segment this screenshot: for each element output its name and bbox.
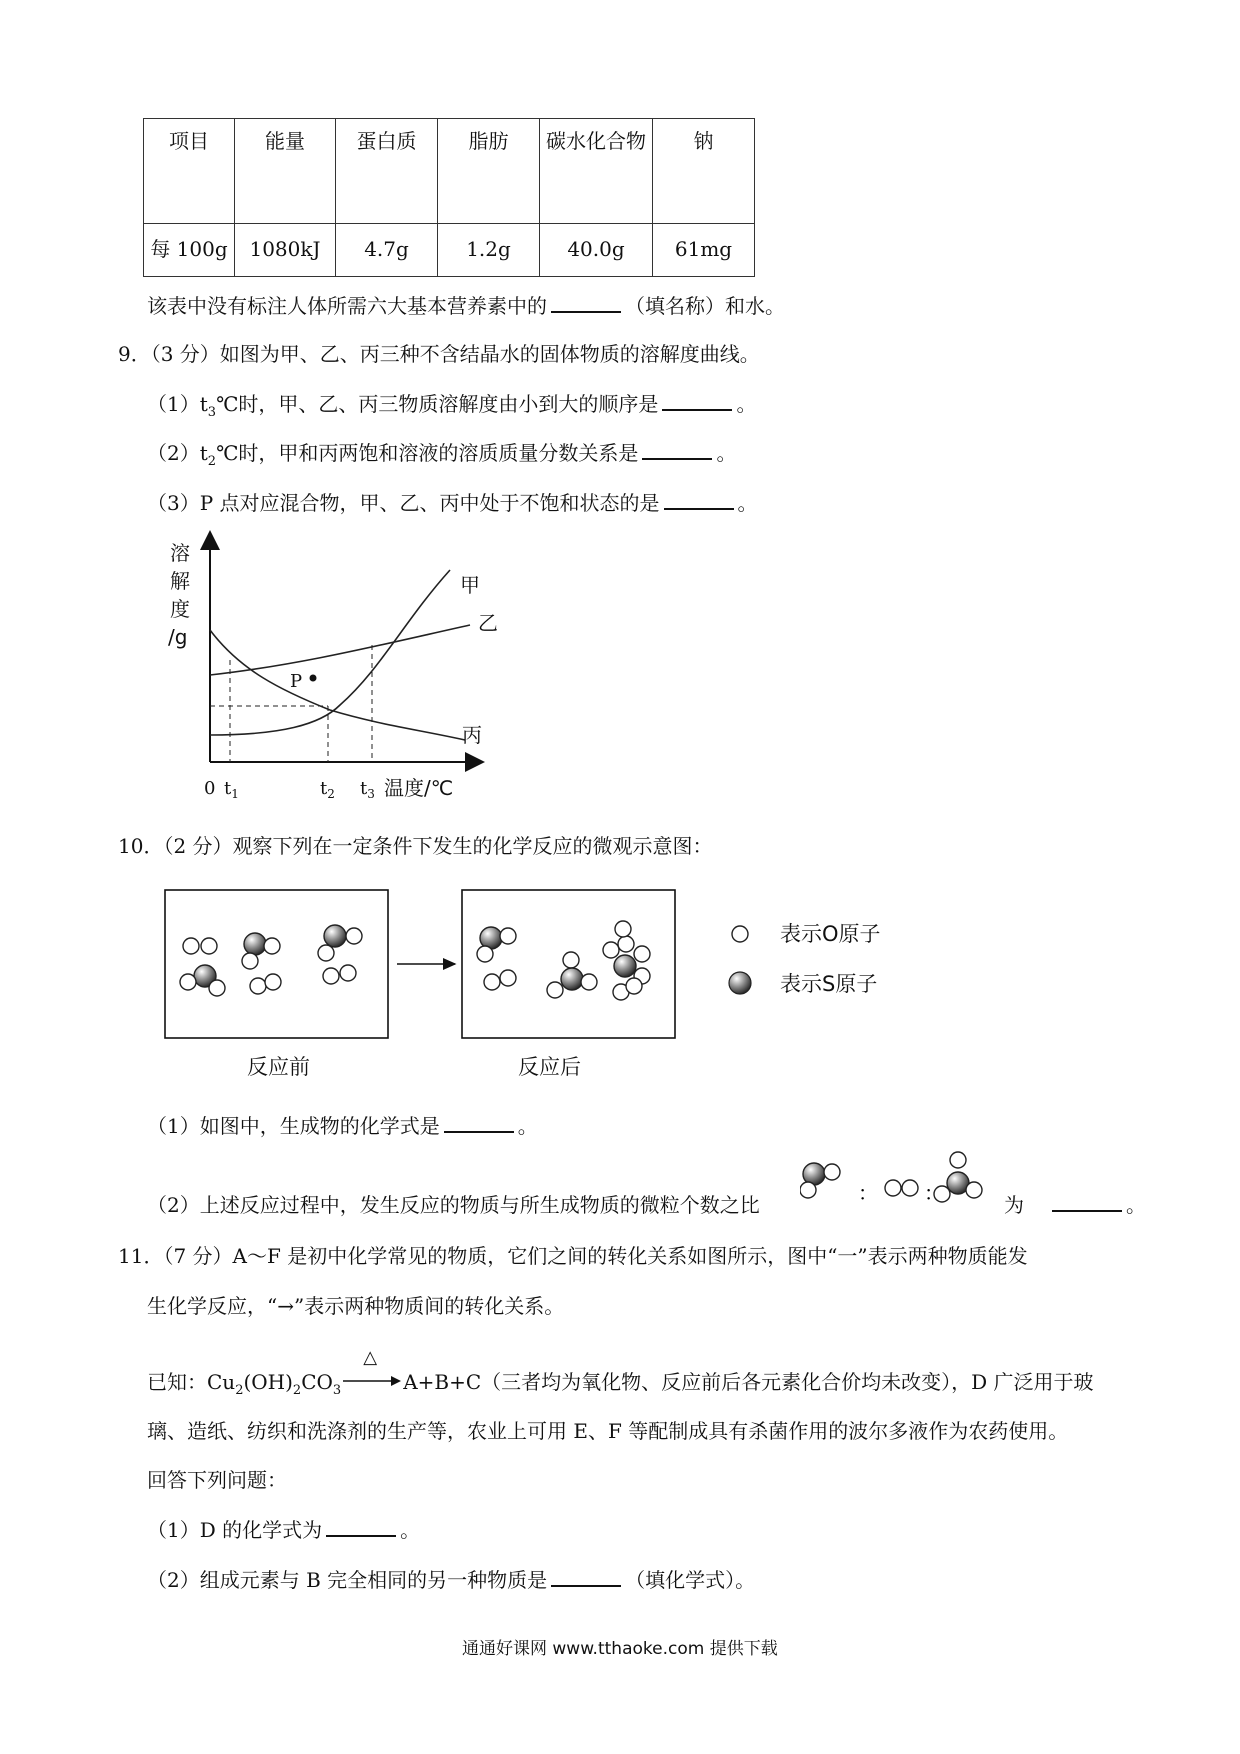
table-cell: 40.0g (540, 224, 653, 277)
table-header-cell: 能量 (235, 119, 336, 224)
table-row (144, 224, 755, 277)
formula-sub: 2 (235, 1383, 244, 1398)
q9-sub1 (147, 388, 756, 420)
table-cell: 61mg (653, 224, 755, 277)
answer-blank (444, 1111, 514, 1133)
sub-end: （填化学式）。 (625, 1568, 756, 1592)
q11-known2: 璃、造纸、纺织和洗涤剂的生产等，农业上可用 E、F 等配制成具有杀菌作用的波尔多液作为农药使用。 (147, 1419, 1069, 1443)
known-prefix: 已知： (147, 1370, 207, 1394)
curve-bing (210, 630, 465, 740)
sub-text: ℃时，甲和丙两饱和溶液的溶质质量分数关系是 (216, 441, 639, 465)
table-header-row (144, 119, 755, 224)
sub-end: 。 (736, 392, 757, 416)
heat-arrow (341, 1347, 403, 1389)
sub-text: （2）上述反应过程中，发生反应的物质与所生成物质的微粒个数之比 (147, 1193, 760, 1217)
q9-title: 9．（3 分）如图为甲、乙、丙三种不含结晶水的固体物质的溶解度曲线。 (118, 342, 760, 366)
tick-t3: $t_3$ (360, 778, 375, 801)
point-p (310, 675, 317, 682)
sub-text: （1）D 的化学式为 (147, 1518, 323, 1542)
answer-blank (551, 291, 621, 313)
table-header-cell: 蛋白质 (336, 119, 438, 224)
formula-part: (OH) (243, 1370, 293, 1394)
sub-text: （3）P 点对应混合物，甲、乙、丙中处于不饱和状态的是 (147, 491, 660, 515)
label-p: P (290, 671, 303, 692)
table-cell: 1080kJ (235, 224, 336, 277)
t-symbol: t (199, 441, 208, 465)
sub-end: 。 (716, 441, 737, 465)
heat-symbol: △ (363, 1347, 378, 1368)
answer-blank (662, 389, 732, 411)
y-label-1: 溶 (170, 541, 190, 565)
note-text-end: （填名称）和水。 (625, 294, 785, 318)
t-subscript: 3 (207, 405, 217, 420)
q9-sub3 (147, 487, 758, 516)
sub-end: 。 (737, 491, 758, 515)
sub-text: ℃时，甲、乙、丙三物质溶解度由小到大的顺序是 (216, 392, 659, 416)
answer-blank (664, 488, 734, 510)
q10-sub2-end (1004, 1189, 1146, 1218)
q11-title-line2: 生化学反应，“→”表示两种物质间的转化关系。 (147, 1294, 565, 1318)
nutrition-table (143, 118, 755, 277)
o2-molecule-icon (885, 1180, 901, 1196)
sub-end: 。 (400, 1518, 421, 1542)
q11-sub1 (147, 1514, 420, 1543)
solubility-graph (160, 530, 520, 810)
label-bing: 丙 (462, 723, 482, 747)
q10-title: 10．（2 分）观察下列在一定条件下发生的化学反应的微观示意图： (118, 834, 713, 858)
table-header-cell: 碳水化合物 (540, 119, 653, 224)
formula-sub: 2 (292, 1383, 302, 1398)
oxygen-atom-legend (732, 926, 748, 942)
tick-t1: $t_1$ (224, 778, 239, 801)
origin-label: 0 (204, 778, 216, 799)
sub-text: （1）如图中，生成物的化学式是 (147, 1114, 440, 1138)
before-molecules (180, 925, 362, 996)
legend-o-label: 表示O原子 (780, 922, 881, 946)
ratio-separator: ： (858, 1181, 878, 1205)
label-jia: 甲 (460, 573, 480, 597)
before-box (165, 890, 388, 1038)
after-molecules (477, 921, 650, 1000)
ratio-separator: ： (924, 1181, 944, 1205)
y-label-4: /g (168, 625, 188, 649)
before-label: 反应前 (247, 1055, 310, 1078)
table-header-cell: 钠 (653, 119, 755, 224)
reaction-diagram (160, 878, 900, 1078)
answer-blank (326, 1515, 396, 1537)
answer-blank (551, 1565, 621, 1587)
q11-sub2 (147, 1564, 755, 1593)
known-text: A+B+C（三者均为氧化物、反应前后各元素化合价均未改变），D 广泛用于玻 (403, 1370, 1094, 1394)
formula-part: CO (301, 1370, 333, 1394)
sulfur-atom-legend (729, 972, 751, 994)
formula-sub: 3 (332, 1383, 342, 1398)
q9-sub2 (147, 437, 736, 469)
table-cell: 4.7g (336, 224, 438, 277)
ratio-molecules (800, 1150, 1010, 1214)
sub-end: 。 (1126, 1193, 1146, 1217)
sub-prefix: （2） (147, 441, 200, 465)
formula-part: Cu (207, 1370, 236, 1394)
q11-known (147, 1347, 1094, 1398)
legend-s-label: 表示S原子 (780, 972, 878, 996)
tick-t2: $t_2$ (320, 778, 335, 801)
label-yi: 乙 (478, 611, 498, 635)
answer-blank (642, 438, 712, 460)
y-label-2: 解 (170, 569, 190, 593)
answer-blank (1052, 1190, 1122, 1212)
t-subscript: 2 (207, 454, 217, 469)
sub-text: （2）组成元素与 B 完全相同的另一种物质是 (147, 1568, 548, 1592)
t-symbol: t (199, 392, 208, 416)
y-label-3: 度 (170, 597, 190, 621)
table-note (147, 290, 785, 319)
sub-prefix: （1） (147, 392, 200, 416)
note-text: 该表中没有标注人体所需六大基本营养素中的 (147, 294, 547, 318)
sub-text-wei: 为 (1004, 1193, 1024, 1217)
page-footer: 通通好课网 www.tthaoke.com 提供下载 (462, 1639, 778, 1659)
q10-sub1 (147, 1110, 538, 1139)
table-cell: 1.2g (438, 224, 540, 277)
table-header-cell: 项目 (144, 119, 235, 224)
table-header-cell: 脂肪 (438, 119, 540, 224)
q11-title-line1: 11．（7 分）A～F 是初中化学常见的物质，它们之间的转化关系如图所示，图中“一”表示两种物质能发 (118, 1244, 1028, 1268)
sub-end: 。 (517, 1114, 538, 1138)
x-axis-label: 温度/℃ (384, 776, 454, 800)
after-label: 反应后 (518, 1055, 581, 1078)
q11-answer-prompt: 回答下列问题： (147, 1468, 287, 1492)
table-cell: 每 100g (144, 224, 235, 277)
